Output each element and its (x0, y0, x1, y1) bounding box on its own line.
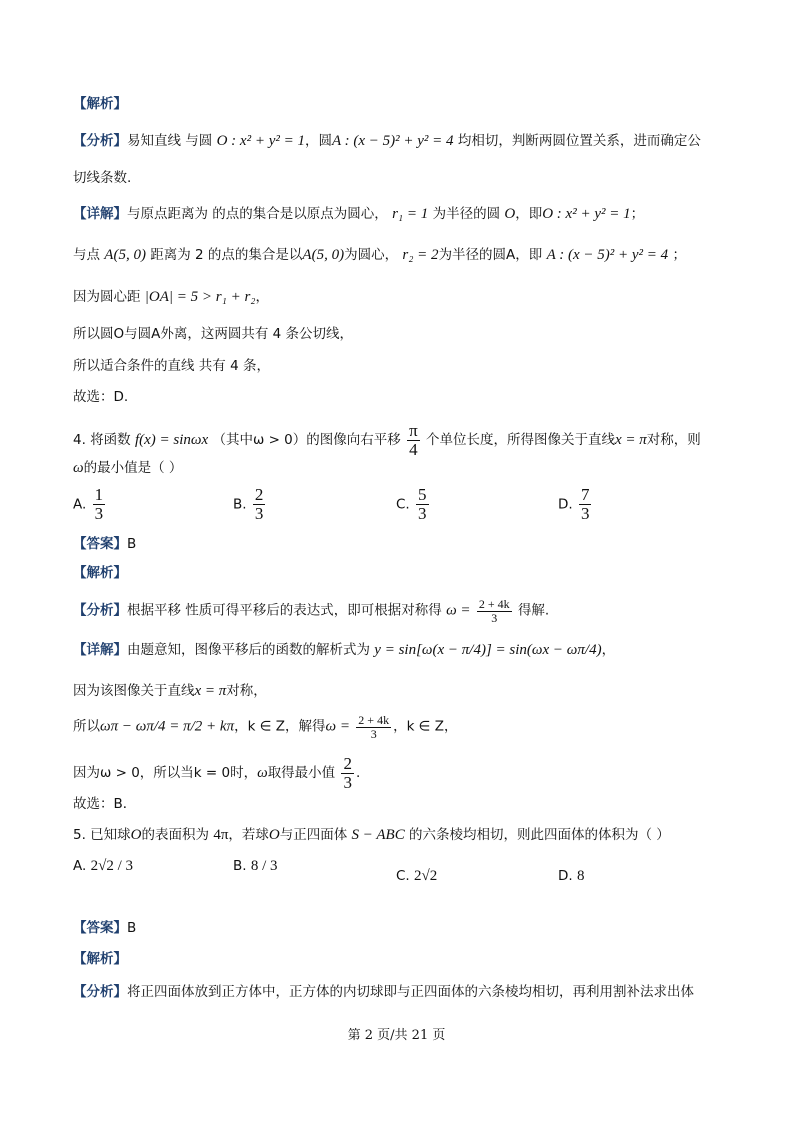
q3-xiangjie-line2 (73, 245, 686, 265)
q3-xj3-text-b: ， (255, 289, 270, 305)
q4-xiangjie-line4 (73, 755, 360, 792)
q5-stem-text-c: ，若球 (228, 827, 269, 843)
q3-xj1-text-c: ，即 (515, 206, 543, 222)
fenxi-tag: 【分析】 (73, 984, 127, 1000)
option-value: 8 / 3 (250, 858, 278, 874)
q4-option-c (396, 486, 431, 523)
omega-fraction-2-num: 2 + 4k (358, 713, 390, 727)
q3-jiexi-heading (73, 94, 127, 114)
option-num: 7 (580, 485, 590, 504)
q3-xj1-text-a: 与原点距离为 的点的集合是以原点为圆心， (127, 206, 388, 222)
option-den: 3 (418, 503, 427, 523)
q3-xj2-text-d: 为半径的圆A，即 (438, 247, 543, 263)
q5-fenxi-text: 将正四面体放到正方体中，正方体的内切球即与正四面体的六条棱均相切，再利用割补法求出体 (127, 984, 694, 1000)
omega-fraction-den: 3 (491, 610, 498, 625)
shift-fraction (407, 422, 420, 459)
omega-eq-2: ω = (325, 718, 350, 735)
q4-stem-text-c: 个单位长度，所得图像关于直线 (425, 431, 615, 448)
center-distance: |OA| = 5 > r₁ + r₂ (144, 289, 256, 305)
q3-xiangjie-line4: 所以圆O与圆A外离，这两圆共有 4 条公切线， (73, 326, 354, 342)
circle-a-equation-2: A : (x − 5)² + y² = 4 (546, 247, 669, 263)
jiexi-tag: 【解析】 (73, 96, 127, 112)
min-value-num: 2 (343, 754, 352, 773)
option-label: D. (558, 868, 573, 884)
q4-jiexi-heading (73, 563, 127, 583)
surface-area: 4π (213, 827, 229, 843)
q4-xj3-text-b: ，k ∈ Z，解得 (234, 718, 326, 735)
q3-xj1-text-b: 为半径的圆 (432, 206, 501, 222)
q3-fenxi-text-c: 均相切，判断两圆位置关系，进而确定公 (457, 133, 701, 149)
q4-choose: 故选：B． (73, 796, 137, 812)
option-label: B. (233, 496, 247, 513)
q3-fenxi-text-b: ，圆 (304, 133, 332, 149)
q5-fenxi-line (73, 982, 694, 1002)
q4-stem-text-e: 的最小值是（ ） (83, 460, 183, 476)
q5-stem-text-e: 的六条棱均相切，则此四面体的体积为（ ） (409, 827, 670, 843)
q5-jiexi-heading (73, 949, 127, 969)
min-value-fraction (341, 755, 354, 792)
fenxi-tag: 【分析】 (73, 133, 127, 149)
q3-xj2-text-e: ； (672, 247, 686, 263)
omega-fraction (477, 598, 512, 624)
min-value-den: 3 (343, 772, 352, 792)
q4-option-a (73, 486, 107, 523)
q5-option-b (233, 858, 278, 875)
q4-xj1-text-b: ， (601, 642, 616, 658)
q3-xiangjie-line5: 所以适合条件的直线 共有 4 条， (73, 358, 270, 374)
q5-stem-text-b: 的表面积为 (141, 827, 210, 843)
q4-stem-text-a: 4. 将函数 (73, 431, 131, 448)
option-num: 2 (254, 485, 264, 504)
q4-stem-text-d: 对称，则 (646, 431, 701, 448)
q4-xj4-text-c: . (355, 764, 361, 781)
point-a-2: A(5, 0) (302, 247, 345, 263)
jiexi-tag: 【解析】 (73, 565, 127, 581)
q3-fenxi-line1 (73, 131, 701, 151)
omega-symbol: ω (73, 460, 84, 476)
circle-o-equation-2: O : x² + y² = 1 (542, 206, 631, 222)
q5-option-a (73, 858, 133, 875)
q4-stem-line2 (73, 458, 182, 478)
q4-answer-value: B (127, 536, 137, 552)
omega-symbol-2: ω (257, 764, 268, 781)
q3-fenxi-text-a: 易知直线 与圆 (127, 133, 213, 149)
symmetry-line-2: x = π (194, 683, 227, 699)
xiangjie-tag: 【详解】 (73, 642, 127, 658)
xiangjie-tag: 【详解】 (73, 206, 127, 222)
q5-answer-value: B (127, 920, 137, 936)
function-f: f(x) = sinωx (134, 431, 209, 448)
shift-fraction-den: 4 (409, 439, 418, 459)
q4-stem-line1 (73, 422, 701, 459)
q4-stem-text-b: （其中ω > 0）的图像向右平移 (212, 431, 401, 448)
q4-xiangjie-line3 (73, 714, 458, 740)
option-label: C. (396, 868, 410, 884)
option-value: 2√2 (414, 868, 438, 884)
q4-fenxi-text-a: 根据平移 性质可得平移后的表达式，即可根据对称得 (127, 602, 442, 619)
shift-fraction-num: π (409, 421, 418, 440)
q4-option-d (558, 486, 593, 523)
q5-stem-text-d: 与正四面体 (279, 827, 348, 843)
option-value: 8 (576, 868, 585, 884)
option-den: 3 (254, 503, 264, 523)
option-fraction (93, 486, 106, 523)
option-label: D. (558, 496, 573, 513)
sphere-o: O (130, 827, 142, 843)
q3-xj2-text-c: 为圆心， (344, 247, 399, 263)
q4-xj4-text-a: 因为ω > 0，所以当k = 0时， (73, 764, 258, 781)
translated-function: y = sin[ω(x − π/4)] = sin(ωx − ωπ/4) (374, 642, 602, 658)
q5-option-c (396, 868, 437, 885)
q5-answer (73, 918, 136, 938)
q3-xj2-text-b: 距离为 2 的点的集合是以 (150, 247, 303, 263)
q4-xj4-text-b: 取得最小值 (267, 764, 336, 781)
q4-xj2-text-b: 对称， (226, 683, 267, 699)
q4-fenxi-text-b: 得解. (517, 602, 550, 619)
point-a: A(5, 0) (104, 247, 146, 263)
q4-fenxi-line (73, 598, 549, 624)
q3-xiangjie-line1 (73, 204, 644, 224)
page-footer: 第 2 页/共 21 页 (347, 1028, 446, 1043)
q4-xj3-text-a: 所以 (73, 718, 100, 735)
q3-xj2-text-a: 与点 (73, 247, 100, 263)
option-den: 3 (94, 503, 104, 523)
q3-xiangjie-line3 (73, 287, 269, 307)
omega-fraction-2 (356, 714, 391, 740)
q3-choose: 故选：D. (73, 389, 129, 405)
q4-option-b (233, 486, 267, 523)
tetrahedron: S − ABC (351, 827, 405, 843)
q3-fenxi-text-d: 切线条数. (73, 170, 132, 186)
q4-xj3-text-c: ，k ∈ Z， (393, 718, 458, 735)
q4-answer (73, 534, 136, 554)
option-fraction (579, 486, 592, 523)
radius-r2: r₂ = 2 (402, 247, 439, 263)
q3-xj3-text-a: 因为圆心距 (73, 289, 141, 305)
omega-fraction-num: 2 + 4k (478, 597, 510, 611)
q4-xj1-text-a: 由题意知，图像平移后的函数的解析式为 (127, 642, 370, 658)
q4-xiangjie-line2 (73, 681, 267, 701)
circle-a-equation: A : (x − 5)² + y² = 4 (331, 133, 454, 149)
option-num: 5 (418, 485, 427, 504)
q5-option-d (558, 868, 584, 885)
option-fraction (253, 486, 266, 523)
q5-stem-text-a: 5. 已知球 (73, 827, 131, 843)
omega-eq: ω = (446, 602, 471, 619)
q3-fenxi-line2 (73, 168, 131, 188)
fenxi-tag: 【分析】 (73, 602, 127, 619)
q4-xiangjie-line1 (73, 640, 615, 660)
circle-o-equation: O : x² + y² = 1 (216, 133, 305, 149)
option-label: A. (73, 496, 87, 513)
omega-fraction-2-den: 3 (370, 726, 377, 741)
option-label: B. (233, 858, 247, 874)
sphere-o-2: O (268, 827, 280, 843)
option-value: 2√2 / 3 (90, 858, 133, 874)
daan-tag: 【答案】 (73, 920, 127, 936)
symmetry-line: x = π (614, 431, 647, 448)
q3-xj1-text-d: ； (630, 206, 645, 222)
jiexi-tag: 【解析】 (73, 951, 127, 967)
q4-xj2-text-a: 因为该图像关于直线 (73, 683, 195, 699)
circle-o-label: O (504, 206, 516, 222)
q5-stem (73, 825, 670, 845)
radius-r1: r₁ = 1 (392, 206, 429, 222)
option-fraction (416, 486, 429, 523)
symmetry-equation: ωπ − ωπ/4 = π/2 + kπ (100, 718, 235, 735)
option-label: C. (396, 496, 410, 513)
option-den: 3 (580, 503, 590, 523)
option-label: A. (73, 858, 87, 874)
option-num: 1 (94, 485, 104, 504)
daan-tag: 【答案】 (73, 536, 127, 552)
